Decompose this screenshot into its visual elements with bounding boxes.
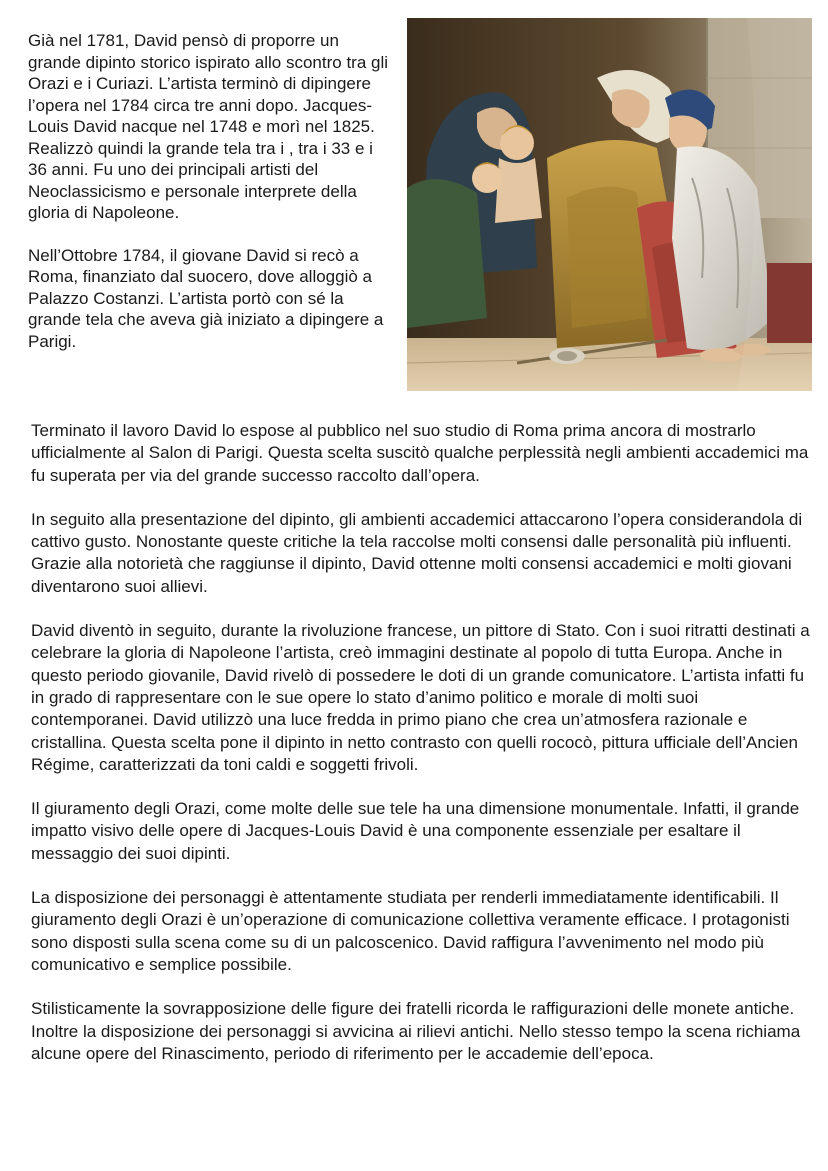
intro-paragraph-1: Già nel 1781, David pensò di proporre un grande dipinto storico ispirato allo scontro tra gli Orazi e i Curiazi. L’artista terminò di dipingere l’opera nel 1784 circa tre anni dopo. Jacques-Louis David nacque nel 1748 e morì nel 1825. Realizzò quindi la grande tela tra i , tra i 33 e i 36 anni. Fu uno dei principali artisti del Neoclassicismo e personale interprete della gloria di Napoleone.	[28, 31, 389, 222]
intro-text	[28, 30, 396, 373]
body-paragraph-6: La disposizione dei personaggi è attentamente studiata per renderli immediatamente identificabili. Il giuramento degli Orazi è un’operazione di comunicazione collettiva veramente efficace. I protagonisti sono disposti sulla scena come su di un palcoscenico. David raffigura l’avvenimento nel modo più comunicativo e semplice possibile.	[31, 888, 790, 974]
body-paragraph-5: Il giuramento degli Orazi, come molte delle sue tele ha una dimensione monumentale. Infatti, il grande impatto visivo delle opere di Jacques-Louis David è una componente essenziale per esaltare il messaggio dei suoi dipinti.	[31, 799, 800, 863]
body-paragraph-3: Grazie alla notorietà che raggiunse il dipinto, David ottenne molti consensi accademici e molti giovani diventarono suoi allievi.	[31, 554, 792, 596]
body-paragraph-1: Terminato il lavoro David lo espose al pubblico nel suo studio di Roma prima ancora di mostrarlo ufficialmente al Salon di Parigi. Questa scelta suscitò qualche perplessità negli ambienti accademici ma fu superata per via del grande successo raccolto dall’opera.	[31, 421, 809, 485]
painting-illustration	[407, 18, 812, 391]
body-paragraph-7: Stilisticamente la sovrapposizione delle figure dei fratelli ricorda le raffigurazioni delle monete antiche. Inoltre la disposizione dei personaggi si avvicina ai rilievi antichi. Nello stesso tempo la scena richiama alcune opere del Rinascimento, periodo di riferimento per le accademie dell’epoca.	[31, 999, 801, 1063]
body-paragraph-4: David diventò in seguito, durante la rivoluzione francese, un pittore di Stato. Con i suoi ritratti destinati a celebrare la gloria di Napoleone l’artista, creò immagini destinate al popolo di tutta Europa. Anche in questo periodo giovanile, David rivelò di possedere le doti di un grande comunicatore. L’artista infatti fu in grado di rappresentare con le sue opere lo stato d’animo politico e morale di molti suoi contemporanei. David utilizzò una luce fredda in primo piano che crea un’atmosfera razionale e cristallina. Questa scelta pone il dipinto in netto contrasto con quelli rococò, pittura ufficiale dell’Ancien Régime, caratterizzati da toni caldi e soggetti frivoli.	[31, 621, 810, 774]
painting-image	[407, 18, 812, 391]
intro-paragraph-2: Nell’Ottobre 1784, il giovane David si recò a Roma, finanziato dal suocero, dove alloggiò a Palazzo Costanzi. L’artista portò con sé la grande tela che aveva già iniziato a dipingere a Parigi.	[28, 245, 384, 351]
body-paragraph-2: In seguito alla presentazione del dipinto, gli ambienti accademici attaccarono l’opera considerandola di cattivo gusto. Nonostante queste critiche la tela raccolse molti consensi dalle personalità più influenti.	[31, 509, 803, 552]
body-text	[31, 420, 811, 1087]
